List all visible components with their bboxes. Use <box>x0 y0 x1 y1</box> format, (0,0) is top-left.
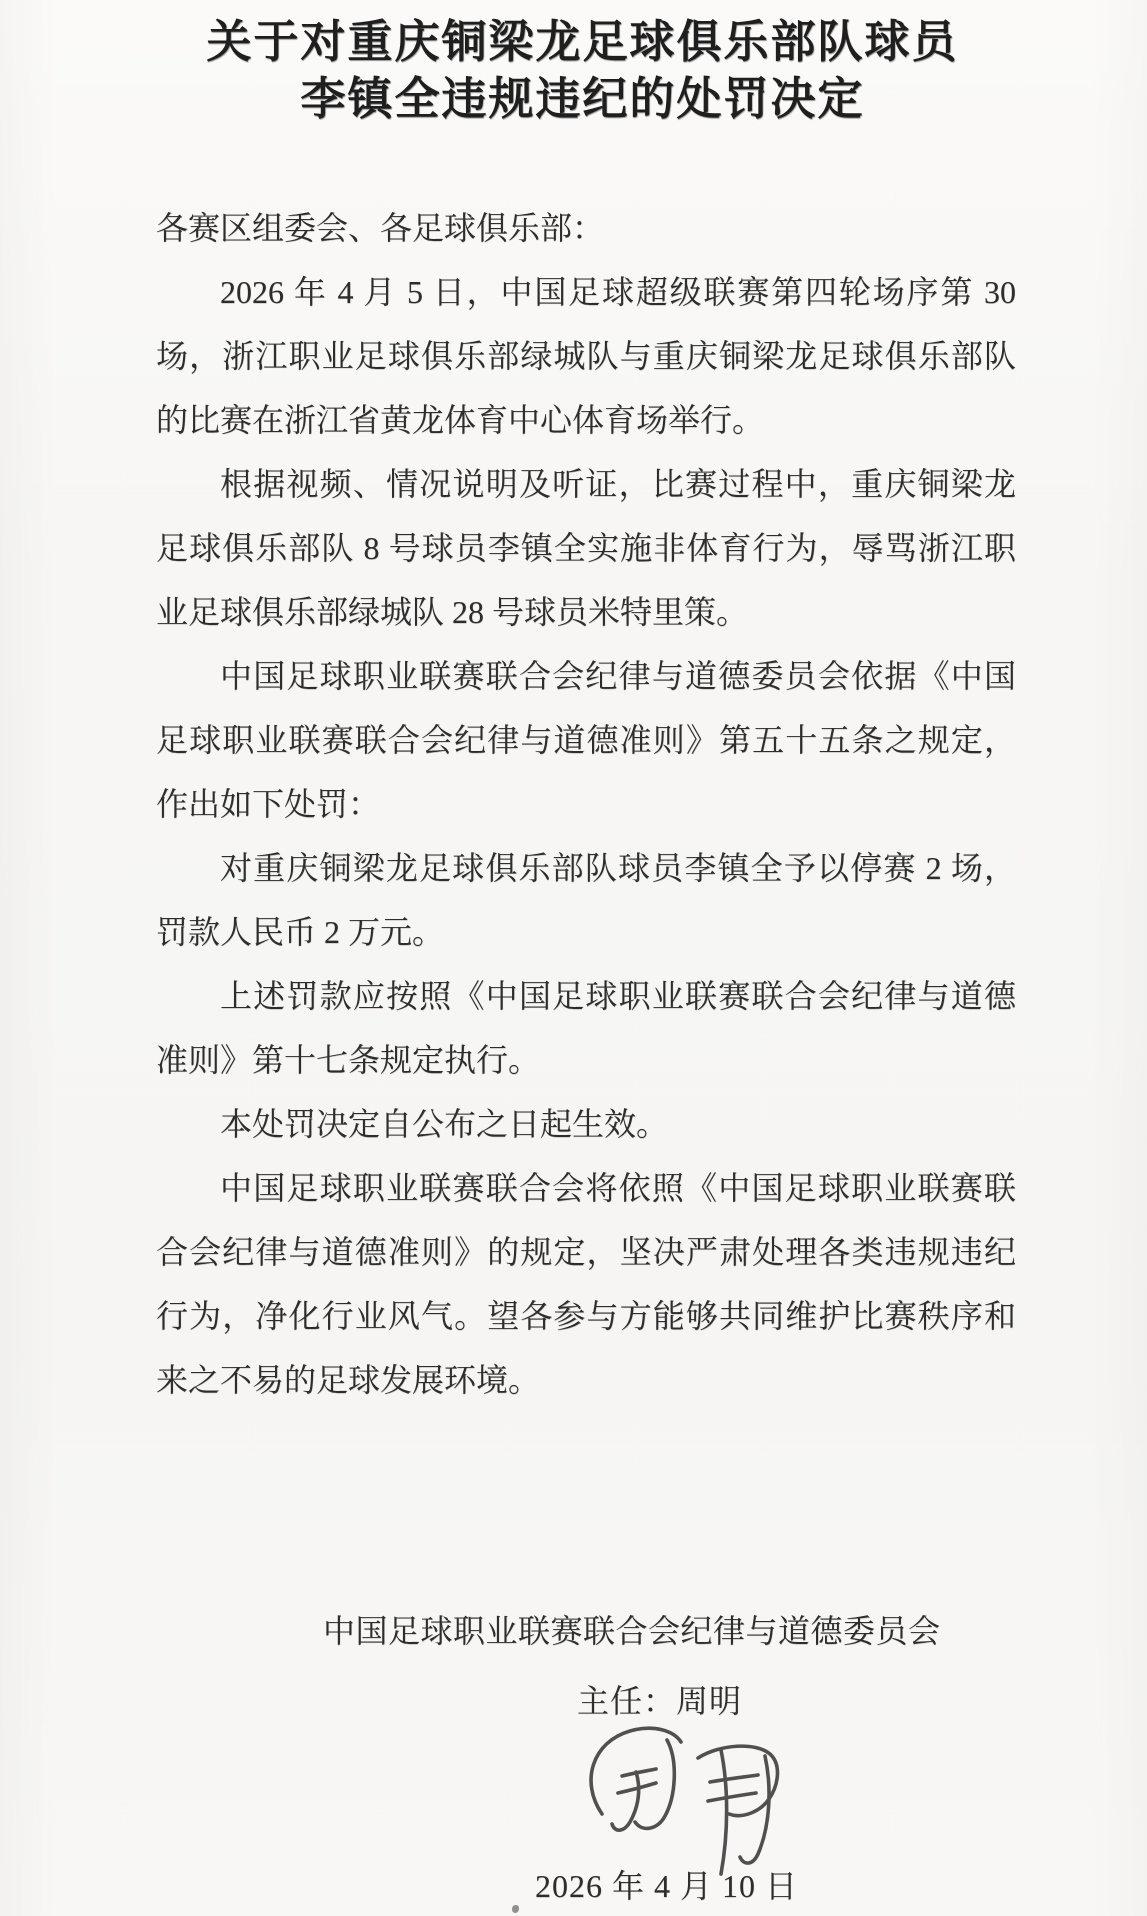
document-body <box>156 196 1016 1412</box>
paragraph-5: 上述罚款应按照《中国足球职业联赛联合会纪律与道德准则》第十七条规定执行。 <box>156 978 1016 1078</box>
paragraph-6: 本处罚决定自公布之日起生效。 <box>220 1106 669 1142</box>
salutation: 各赛区组委会、各足球俱乐部： <box>156 210 605 246</box>
closing-organization: 中国足球职业联赛联合会纪律与道德委员会 <box>323 1613 941 1649</box>
paragraph-4: 对重庆铜梁龙足球俱乐部队球员李镇全予以停赛 2 场，罚款人民币 2 万元。 <box>156 850 1016 950</box>
title-line-2: 李镇全违规违纪的处罚决定 <box>300 74 865 124</box>
paragraph-2: 根据视频、情况说明及听证，比赛过程中，重庆铜梁龙足球俱乐部队 8 号球员李镇全实施非体育行为，辱骂浙江职业足球俱乐部绿城队 28 号球员米特里策。 <box>156 466 1016 630</box>
document-title <box>9 14 1147 128</box>
closing-signer-line: 主任：周明 <box>577 1683 743 1719</box>
paragraph-7: 中国足球职业联赛联合会将依照《中国足球职业联赛联合会纪律与道德准则》的规定，坚决严肃处理各类违规违纪行为，净化行业风气。望各参与方能够共同维护比赛秩序和来之不易的足球发展环境。 <box>156 1170 1016 1398</box>
paragraph-3: 中国足球职业联赛联合会纪律与道德委员会依据《中国足球职业联赛联合会纪律与道德准则》第五十五条之规定，作出如下处罚： <box>156 658 1016 822</box>
handwritten-signature <box>572 1722 824 1880</box>
title-line-1: 关于对重庆铜梁龙足球俱乐部队球员 <box>206 17 959 67</box>
paragraph-1: 2026 年 4 月 5 日，中国足球超级联赛第四轮场序第 30 场，浙江职业足球俱乐部绿城队与重庆铜梁龙足球俱乐部队的比赛在浙江省黄龙体育中心体育场举行。 <box>156 274 1016 438</box>
closing-date: 2026 年 4 月 10 日 <box>535 1868 799 1904</box>
scan-artifact-dot <box>512 1905 519 1913</box>
